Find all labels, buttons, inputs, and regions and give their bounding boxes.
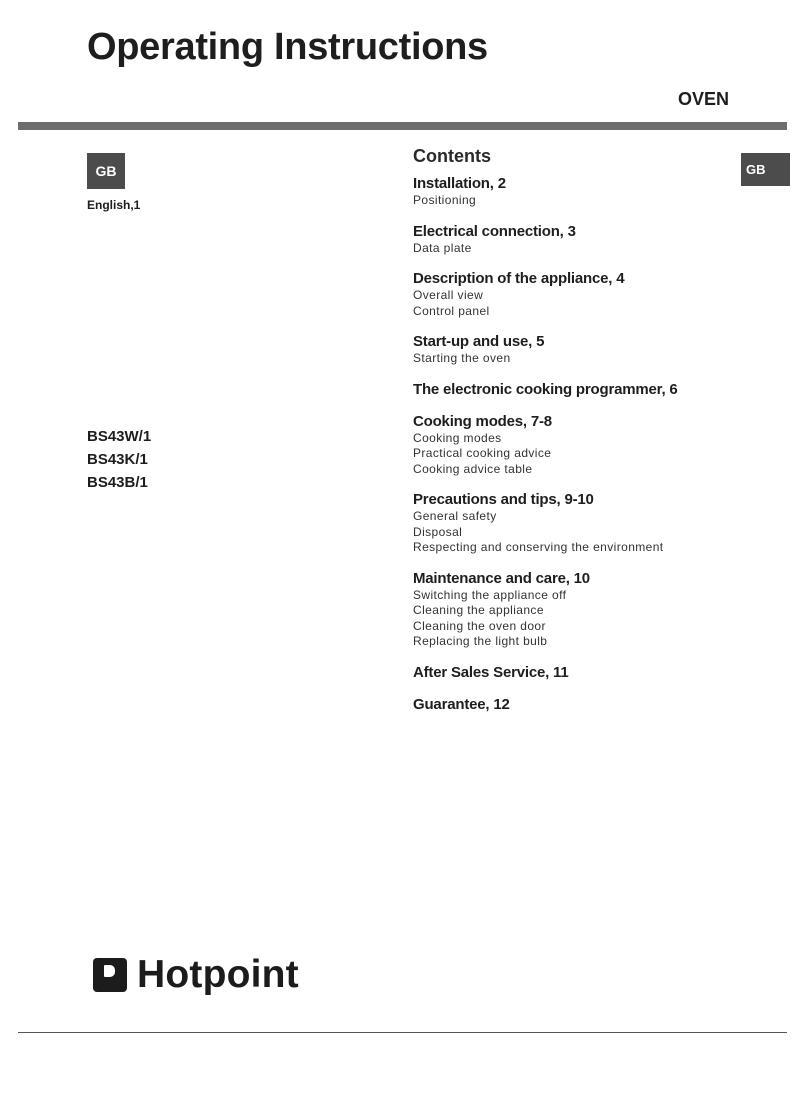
toc-section-after-sales [413,664,743,682]
model-item: BS43B/1 [87,474,148,491]
toc-heading[interactable]: Cooking modes, 7-8 [413,412,552,430]
toc-subitem: Cleaning the appliance [413,603,544,617]
language-link-english[interactable]: English,1 [87,198,141,212]
contents-title: Contents [413,146,491,166]
toc-subitem: Cooking modes [413,430,502,445]
toc-subitem: Respecting and conserving the environment [413,540,664,554]
toc-heading[interactable]: After Sales Service, 11 [413,663,569,681]
toc-subitem: Cooking advice table [413,461,533,476]
model-list [87,425,151,494]
toc-subitem: Replacing the light bulb [413,634,548,648]
toc-subitem: Cleaning the oven door [413,618,546,633]
brand-logo [93,953,299,997]
toc-subitem: Overall view [413,288,484,302]
toc-subitem: General safety [413,509,497,523]
toc-heading[interactable]: Guarantee, 12 [413,695,510,713]
toc-subitem: Positioning [413,193,477,207]
toc-section-guarantee [413,696,743,714]
toc-heading[interactable]: Maintenance and care, 10 [413,569,590,587]
toc-section-precautions [413,491,743,556]
top-divider [18,122,787,130]
toc-section-installation [413,175,743,209]
toc-heading[interactable]: The electronic cooking programmer, 6 [413,380,678,398]
model-item: BS43K/1 [87,451,148,468]
toc-section-start-up [413,333,743,367]
toc-heading[interactable]: Precautions and tips, 9-10 [413,491,594,508]
toc-section-cooking-modes [413,413,743,478]
table-of-contents [413,146,743,728]
hotpoint-logo-icon [93,958,127,992]
toc-subitem: Practical cooking advice [413,446,552,460]
toc-section-programmer [413,381,743,399]
toc-heading[interactable]: Electrical connection, 3 [413,222,576,240]
toc-heading[interactable]: Start-up and use, 5 [413,333,545,350]
language-badge: GB [87,153,125,189]
toc-subitem: Starting the oven [413,351,511,365]
toc-heading[interactable]: Installation, 2 [413,175,506,192]
toc-section-description [413,270,743,319]
toc-subitem: Control panel [413,303,490,318]
toc-subitem: Data plate [413,240,472,255]
side-language-tab: GB [741,153,790,186]
bottom-divider [18,1032,787,1033]
toc-subitem: Disposal [413,524,463,539]
toc-section-electrical-connection [413,223,743,257]
product-type-label: OVEN [677,89,729,109]
toc-heading[interactable]: Description of the appliance, 4 [413,270,625,287]
model-item: BS43W/1 [87,428,152,445]
toc-section-maintenance [413,570,743,650]
page-title: Operating Instructions [87,26,488,68]
brand-name: Hotpoint [137,953,299,996]
toc-subitem: Switching the appliance off [413,587,567,602]
